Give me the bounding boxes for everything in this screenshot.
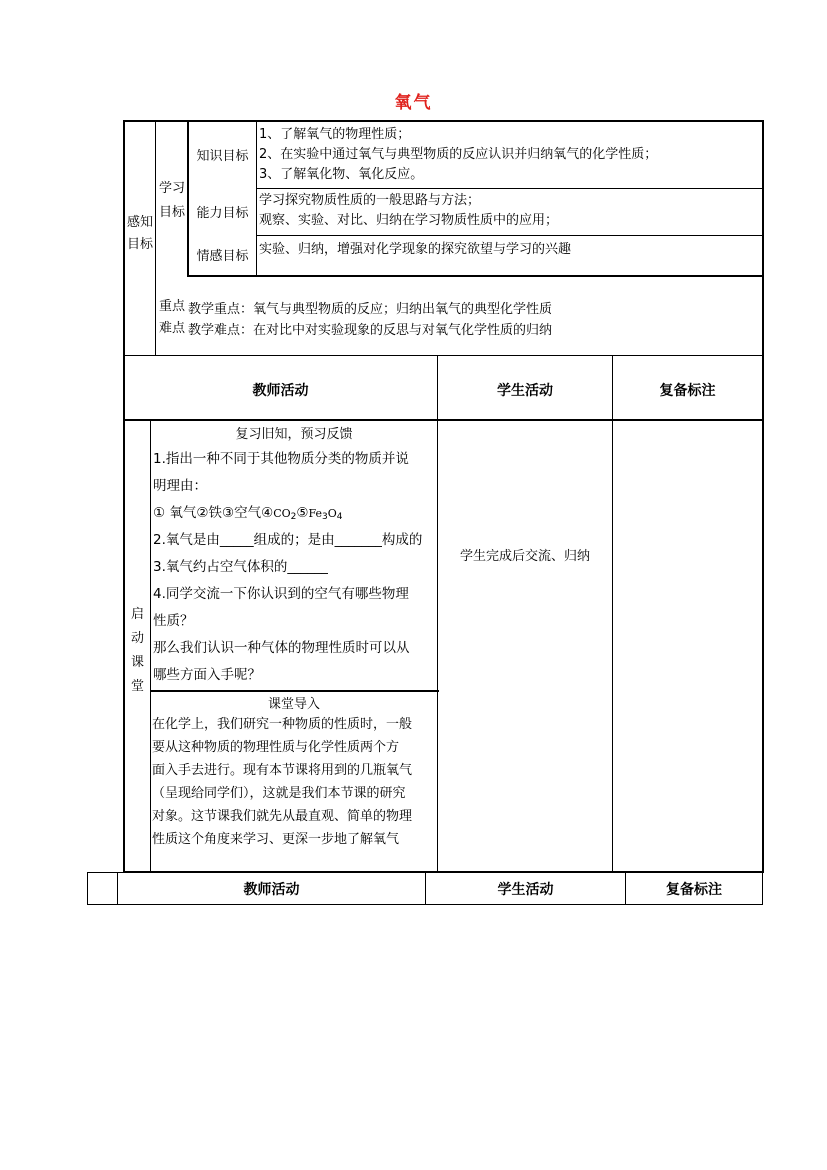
knowledge-line-2: 2、在实验中通过氧气与典型物质的反应认识并归纳氧气的化学性质；	[259, 147, 658, 162]
student-activity-text: 学生完成后交流、归纳	[459, 549, 590, 564]
bottom-notes-header: 复备标注	[666, 882, 722, 898]
knowledge-line-3: 3、了解氧化物、氧化反应。	[259, 167, 424, 182]
intro-line-4: （呈现给同学们），这就是我们本节课的研究	[152, 786, 406, 801]
bottom-teacher-header: 教师活动	[243, 882, 300, 898]
bottom-student-header: 学生活动	[497, 882, 554, 898]
emotion-line-1: 实验、归纳，增强对化学现象的探究欲望与学习的兴趣	[259, 242, 572, 257]
question-3: 3.氧气约占空气体积的______	[153, 559, 328, 575]
emotion-goal-label: 情感目标	[196, 249, 249, 264]
question-5a: 那么我们认识一种气体的物理性质时可以从	[153, 640, 410, 656]
question-1-options: ① 氧气②铁③空气$④CO_2⑤Fe_3O_4$	[153, 505, 343, 522]
page-title: 氧气	[394, 93, 433, 113]
section-label: 感知 目标	[126, 215, 153, 252]
ability-line-1: 学习探究物质性质的一般思路与方法；	[259, 193, 481, 208]
intro-line-2: 要从这种物质的物理性质与化学性质两个方	[152, 740, 400, 755]
intro-heading: 课堂导入	[267, 697, 320, 712]
knowledge-goal-label: 知识目标	[196, 149, 249, 164]
question-1b: 明理由：	[153, 478, 207, 494]
notes-header: 复备标注	[659, 383, 716, 399]
student-activity-header: 学生活动	[497, 383, 553, 399]
intro-line-6: 性质这个角度来学习、更深一步地了解氧气	[152, 832, 400, 847]
intro-line-3: 面入手去进行。现有本节课将用到的几瓶氧气	[152, 763, 413, 778]
question-4a: 4.同学交流一下你认识到的空气有哪些物理	[153, 586, 409, 602]
key-points-label: 重点 难点	[158, 299, 185, 336]
ability-line-2: 观察、实验、对比、归纳在学习物质性质中的应用；	[259, 213, 559, 228]
review-heading: 复习旧知，预习反馈	[235, 427, 353, 442]
intro-line-5: 对象。这节课我们就先从最直观、简单的物理	[152, 809, 413, 824]
teacher-activity-header: 教师活动	[252, 383, 309, 399]
question-2: 2.氧气是由_____组成的；是由_______构成的	[153, 532, 423, 548]
learning-goals-label: 学习 目标	[158, 181, 185, 220]
intro-line-1: 在化学上，我们研究一种物质的性质时，一般	[152, 717, 413, 732]
knowledge-line-1: 1、了解氧气的物理性质；	[259, 127, 411, 142]
key-point-line: 教学重点：氧气与典型物质的反应；归纳出氧气的典型化学性质	[188, 302, 553, 317]
ability-goal-label: 能力目标	[196, 206, 249, 221]
start-class-label: 启 动 课 堂	[130, 607, 144, 694]
question-1a: 1.指出一种不同于其他物质分类的物质并说	[153, 451, 409, 467]
question-4b: 性质？	[153, 613, 194, 629]
question-5b: 哪些方面入手呢？	[153, 667, 261, 683]
difficulty-line: 教学难点：在对比中对实验现象的反思与对氧气化学性质的归纳	[188, 323, 553, 338]
